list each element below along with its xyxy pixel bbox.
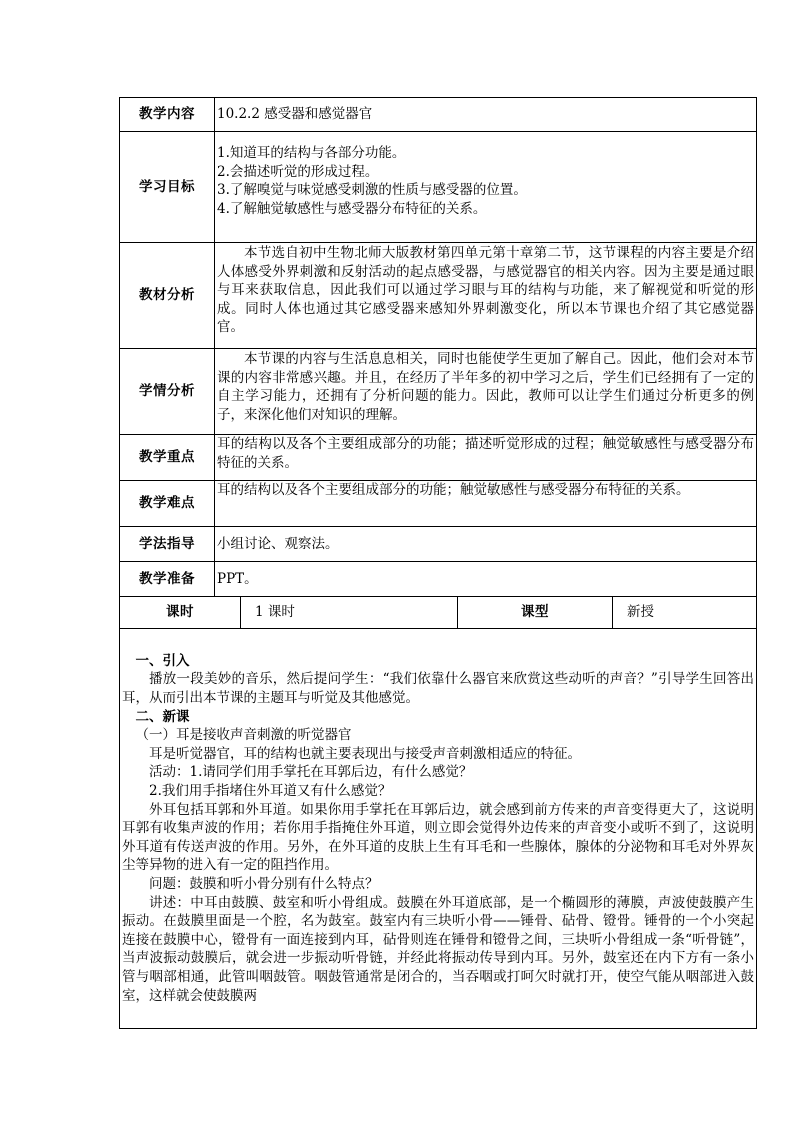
section-new-title: 二、新课 bbox=[135, 708, 190, 725]
row-material bbox=[120, 243, 757, 349]
label-content: 教学内容 bbox=[120, 98, 215, 132]
value-method: 小组讨论、观察法。 bbox=[215, 527, 757, 562]
row-period bbox=[120, 597, 757, 629]
label-students: 学情分析 bbox=[120, 349, 215, 435]
row-goals bbox=[120, 132, 757, 243]
label-goals: 学习目标 bbox=[120, 132, 215, 243]
value-difficulty bbox=[215, 481, 757, 527]
section-intro-title: 一、引入 bbox=[135, 652, 190, 669]
label-hours: 课时 bbox=[120, 597, 241, 629]
value-material bbox=[215, 243, 757, 349]
value-hours: 1 课时 bbox=[241, 597, 458, 629]
label-type: 课型 bbox=[458, 597, 613, 629]
goal-item: 4.了解触觉敏感性与感受器分布特征的关系。 bbox=[217, 200, 487, 217]
value-type: 新授 bbox=[613, 597, 757, 629]
difficulty-text: 耳的结构以及各个主要组成部分的功能；触觉敏感性与感受器分布特征的关系。 bbox=[217, 482, 690, 498]
material-text: 本节选自初中生物北师大版教材第四单元第十章第二节，这节课程的内容主要是介绍人体感受外界刺激和反射活动的起点感受器，与感觉器官的相关内容。因为主要是通过眼与耳来获取信息，因此我们可以通过学习眼与耳的结构与功能，来了解视觉和听觉的形成。同时人体也通过其它感受器来感知外界刺激变化，所以本节课也介绍了其它感觉器官。 bbox=[217, 245, 755, 336]
activity-2: 2.我们用手指堵住外耳道又有什么感觉？ bbox=[149, 783, 392, 800]
row-prep bbox=[120, 562, 757, 597]
goal-item: 3.了解嗅觉与味觉感受刺激的性质与感受器的位置。 bbox=[217, 182, 527, 199]
value-content: 10.2.2 感受器和感觉器官 bbox=[215, 98, 757, 132]
label-difficulty: 教学难点 bbox=[120, 481, 215, 527]
row-method bbox=[120, 527, 757, 562]
intro-paragraph: 播放一段美妙的音乐，然后提问学生：“我们依靠什么器官来欣赏这些动听的声音？”引导学生回答出耳，从而引出本节课的主题耳与听觉及其他感觉。 bbox=[122, 671, 755, 707]
row-focus bbox=[120, 435, 757, 481]
value-prep: PPT。 bbox=[215, 562, 757, 597]
lesson-plan-table bbox=[119, 97, 757, 1029]
subsection-title: （一）耳是接收声音刺激的听觉器官 bbox=[135, 727, 352, 744]
activity-1: 活动：1.请同学们用手掌托在耳郭后边，有什么感觉？ bbox=[149, 764, 473, 781]
goal-item: 2.会描述听觉的形成过程。 bbox=[217, 163, 379, 180]
value-focus bbox=[215, 435, 757, 481]
label-material: 教材分析 bbox=[120, 243, 215, 349]
question-1: 问题：鼓膜和听小骨分别有什么特点？ bbox=[149, 875, 379, 892]
row-content bbox=[120, 98, 757, 132]
row-body bbox=[120, 629, 757, 1029]
students-text: 本节课的内容与生活息息相关，同时也能使学生更加了解自己。因此，他们会对本节课的内容非常感兴趣。并且，在经历了半年多的初中学习之后，学生们已经拥有了一定的自主学习能力，还拥有了分析问题的能力。因此，教师可以让学生们通过分析更多的例子，来深化他们对知识的理解。 bbox=[217, 351, 755, 423]
body-paragraph: 外耳包括耳郭和外耳道。如果你用手掌托在耳郭后边，就会感到前方传来的声音变得更大了，这说明耳郭有收集声波的作用；若你用手指掩住外耳道，则立即会觉得外边传来的声音变小或听不到了，这说明外耳道有传送声波的作用。另外，在外耳道的皮肤上生有耳毛和一些腺体，腺体的分泌物和耳毛对外界灰尘等异物的进入有一定的阻挡作用。 bbox=[122, 801, 755, 874]
focus-text: 耳的结构以及各个主要组成部分的功能；描述听觉形成的过程；触觉敏感性与感受器分布特征的关系。 bbox=[217, 436, 755, 471]
value-goals bbox=[215, 132, 757, 243]
label-focus: 教学重点 bbox=[120, 435, 215, 481]
row-difficulty bbox=[120, 481, 757, 527]
goal-item: 1.知道耳的结构与各部分功能。 bbox=[217, 145, 406, 161]
body-paragraph: 耳是听觉器官，耳的结构也就主要表现出与接受声音刺激相适应的特征。 bbox=[149, 745, 581, 762]
row-students bbox=[120, 349, 757, 435]
value-students bbox=[215, 349, 757, 435]
lesson-body bbox=[120, 629, 757, 1029]
body-paragraph: 讲述：中耳由鼓膜、鼓室和听小骨组成。鼓膜在外耳道底部，是一个椭圆形的薄膜，声波使鼓膜产生振动。在鼓膜里面是一个腔，名为鼓室。鼓室内有三块听小骨——锤骨、砧骨、镫骨。锤骨的一个小突起连接在鼓膜中心，镫骨有一面连接到内耳，砧骨则连在锤骨和镫骨之间，三块听小骨组成一条“听骨链”，当声波振动鼓膜后，就会进一步振动听骨链，并经此将振动传导到内耳。另外，鼓室还在内下方有一条小管与咽部相通，此管叫咽鼓管。咽鼓管通常是闭合的，当吞咽或打呵欠时就打开，使空气能从咽部进入鼓室，这样就会使鼓膜两 bbox=[122, 894, 755, 1004]
label-method: 学法指导 bbox=[120, 527, 215, 562]
label-prep: 教学准备 bbox=[120, 562, 215, 597]
